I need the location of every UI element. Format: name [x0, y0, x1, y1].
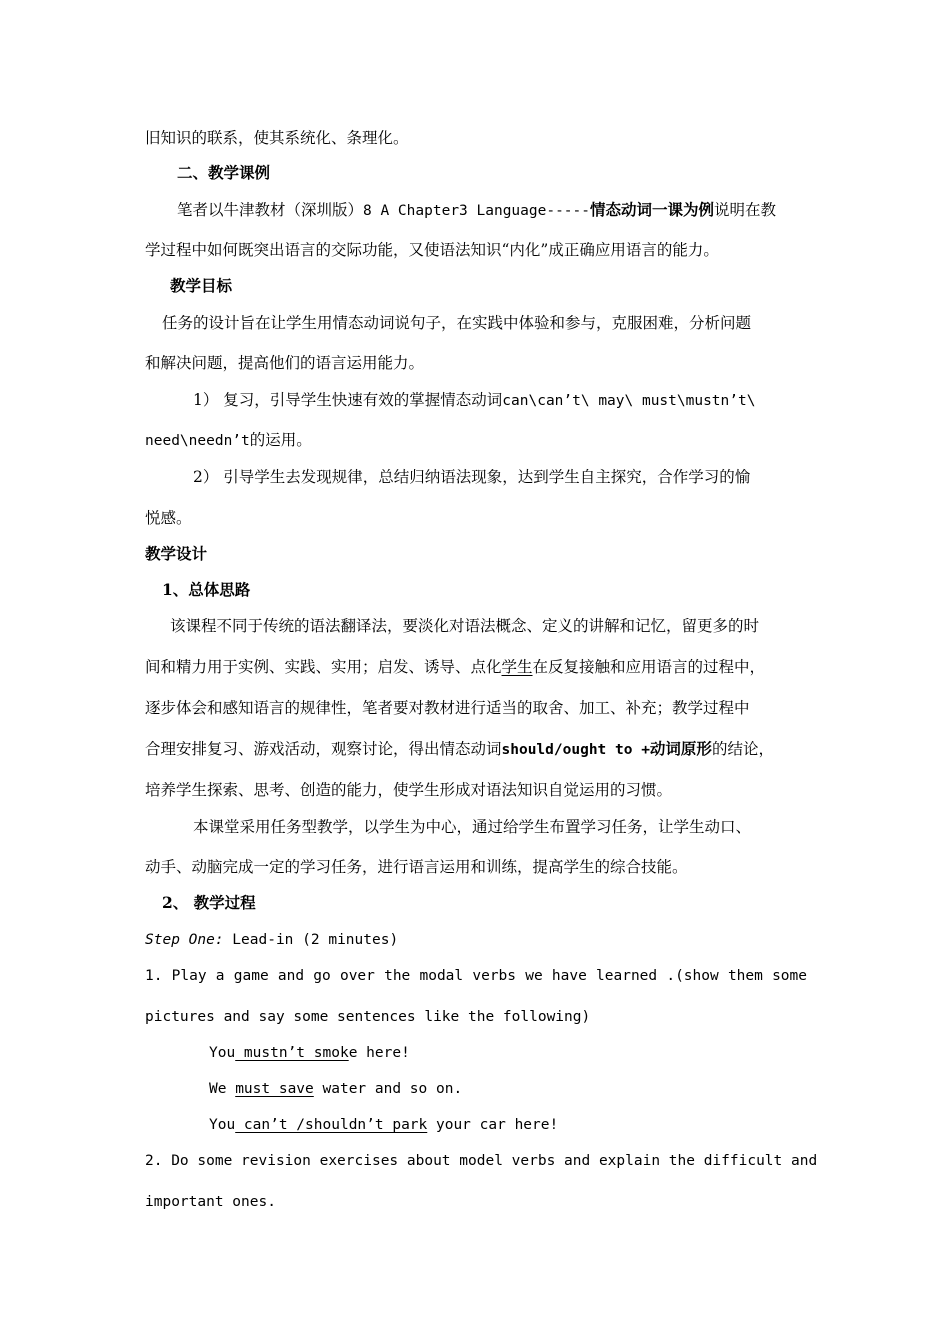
text: 1） 复习，引导学生快速有效的掌握情态动词 — [193, 391, 503, 409]
text: 合理安排复习、游戏活动，观察讨论，得出情态动词 — [145, 740, 502, 758]
paragraph-line: 2. Do some revision exercises about model verbs and explain the difficult and — [145, 1153, 818, 1169]
text: water and so on. — [313, 1081, 463, 1097]
section-heading-design: 教学设计 — [145, 544, 208, 563]
text: We — [209, 1081, 236, 1097]
text: 8 A Chapter3 Language----- — [363, 203, 590, 219]
text: can\can’t\ may\ must\mustn’t\ — [502, 393, 756, 409]
paragraph-line — [145, 657, 765, 677]
text: 在反复接触和应用语言的过程中， — [532, 658, 766, 676]
list-item: 2） 引导学生去发现规律，总结归纳语法现象，达到学生自主探究，合作学习的愉 — [193, 468, 751, 486]
text: mustn’t smok — [235, 1045, 349, 1061]
example-sentence — [209, 1115, 558, 1135]
text: 的结论， — [711, 740, 774, 758]
paragraph-line: 动手、动脑完成一定的学习任务，进行语言运用和训练，提高学生的综合技能。 — [145, 858, 688, 876]
text: 笔者以牛津教材（深圳版） — [177, 201, 364, 219]
text: 说明在教 — [714, 201, 777, 219]
paragraph-line: 学过程中如何既突出语言的交际功能，又使语法知识“内化”成正确应用语言的能力。 — [145, 241, 719, 259]
text: 学生 — [501, 658, 533, 676]
text: 间和精力用于实例、实践、实用；启发、诱导、点化 — [145, 658, 502, 676]
text: can’t /shouldn’t park — [235, 1117, 428, 1133]
section-heading-goal: 教学目标 — [170, 276, 233, 295]
paragraph-line: 该课程不同于传统的语法翻译法，要淡化对语法概念、定义的讲解和记忆，留更多的时 — [170, 617, 760, 635]
text: 动词原形 — [649, 739, 712, 758]
list-item — [193, 390, 755, 411]
paragraph-line: 旧知识的联系，使其系统化、条理化。 — [145, 129, 409, 147]
text: You — [209, 1117, 236, 1133]
text: should/ought to + — [501, 742, 650, 758]
paragraph-line: 逐步体会和感知语言的规律性，笔者要对教材进行适当的取舍、加工、补充；教学过程中 — [145, 699, 750, 717]
subsection-heading-overall: 1、总体思路 — [162, 580, 251, 599]
paragraph-line — [145, 739, 774, 760]
paragraph-line: 培养学生探索、思考、创造的能力，使学生形成对语法知识自觉运用的习惯。 — [145, 781, 673, 799]
example-sentence — [209, 1043, 410, 1063]
paragraph-line — [177, 200, 776, 221]
text: You — [209, 1045, 236, 1061]
text: your car here! — [427, 1117, 559, 1133]
example-sentence — [209, 1079, 462, 1099]
section-heading-cases: 二、教学课例 — [177, 163, 271, 182]
text: Lead-in (2 minutes) — [223, 932, 399, 948]
paragraph-line: 和解决问题，提高他们的语言运用能力。 — [145, 354, 425, 372]
list-item-continuation — [145, 430, 312, 451]
list-item-continuation: 悦感。 — [145, 509, 192, 527]
text: need\needn’t — [145, 433, 250, 449]
paragraph-line: pictures and say some sentences like the following) — [145, 1009, 591, 1025]
paragraph-line: 本课堂采用任务型教学，以学生为中心，通过给学生布置学习任务，让学生动口、 — [193, 818, 752, 836]
text: 的运用。 — [249, 431, 312, 449]
paragraph-line: 1. Play a game and go over the modal verbs we have learned .(show them some — [145, 968, 807, 984]
text: must save — [235, 1081, 314, 1097]
text: Step One: — [145, 932, 224, 948]
step-heading — [145, 930, 398, 950]
text: e here! — [348, 1045, 410, 1061]
subsection-heading-process: 2、 教学过程 — [162, 893, 256, 912]
paragraph-line: 任务的设计旨在让学生用情态动词说句子，在实践中体验和参与，克服困难，分析问题 — [162, 314, 752, 332]
paragraph-line: important ones. — [145, 1194, 276, 1210]
text: 情态动词一课为例 — [590, 200, 715, 219]
